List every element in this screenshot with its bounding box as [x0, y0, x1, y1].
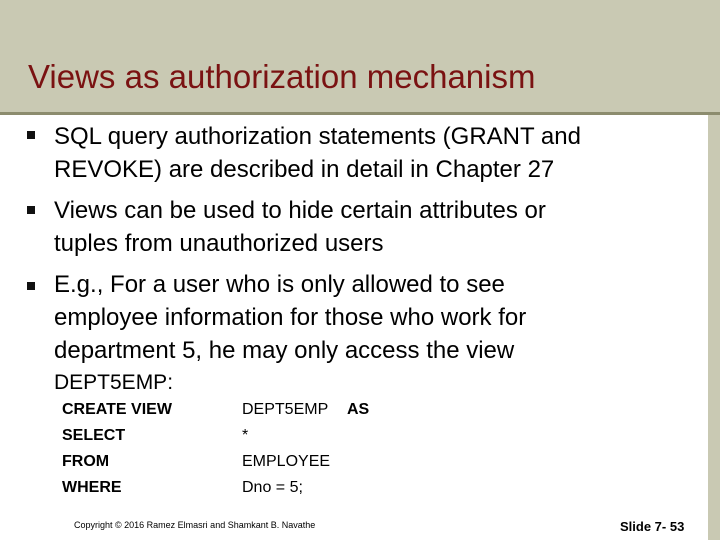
sql-select-list: *	[242, 427, 249, 444]
title-divider	[0, 112, 720, 115]
bullet-1-line-1: SQL query authorization statements (GRANT and	[54, 123, 581, 150]
right-accent-bar	[708, 115, 720, 540]
bullet-square-icon	[27, 282, 35, 290]
sql-keyword-create-view: CREATE VIEW	[62, 401, 172, 418]
slide-number: Slide 7- 53	[620, 519, 685, 534]
sql-keyword-as: AS	[347, 401, 370, 418]
sql-keyword-select: SELECT	[62, 427, 126, 444]
sql-view-name: DEPT5EMP	[242, 401, 329, 418]
bullet-square-icon	[27, 206, 35, 214]
sql-condition: Dno = 5;	[242, 479, 303, 496]
sql-keyword-where: WHERE	[62, 479, 122, 496]
bullet-square-icon	[27, 131, 35, 139]
view-name-continuation: DEPT5EMP:	[54, 371, 174, 394]
bullet-2-line-1: Views can be used to hide certain attributes or	[54, 197, 546, 224]
bullet-3-line-2: employee information for those who work for	[54, 304, 527, 331]
bullet-2-line-2: tuples from unauthorized users	[54, 230, 384, 257]
copyright-footer: Copyright © 2016 Ramez Elmasri and Shamkant B. Navathe	[74, 520, 316, 530]
bullet-1-line-2: REVOKE) are described in detail in Chapter 27	[54, 156, 555, 183]
slide-title: Views as authorization mechanism	[28, 58, 536, 95]
bullet-3-line-3: department 5, he may only access the view	[54, 337, 515, 364]
sql-keyword-from: FROM	[62, 453, 110, 470]
sql-table-name: EMPLOYEE	[242, 453, 331, 470]
bullet-3-line-1: E.g., For a user who is only allowed to see	[54, 271, 505, 298]
